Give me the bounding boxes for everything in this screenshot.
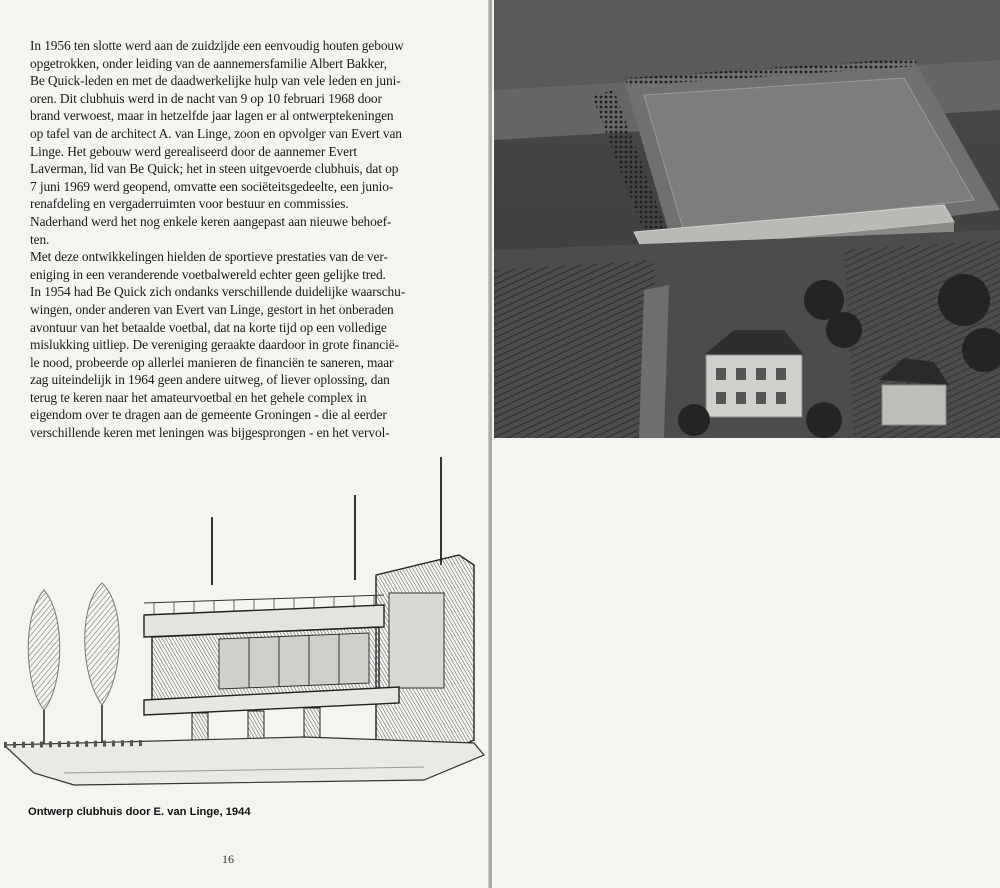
left_page-text-line: terug te keren naar het amateurvoetbal en het gehele complex in — [30, 389, 367, 405]
left_page-text-line: Laverman, lid van Be Quick; het in steen uitgevoerde clubhuis, dat op — [30, 161, 399, 177]
left_page-text-line: In 1956 ten slotte werd aan de zuidzijde een eenvoudig houten gebouw — [30, 38, 404, 53]
clubhouse-sketch-illustration — [4, 455, 486, 795]
left_page-text-line: op tafel van de architect A. van Linge, zoon en opvolger van Evert van — [30, 125, 402, 141]
left_page-text-line: 7 juni 1969 werd geopend, omvatte een sociëteitsgedeelte, een junio- — [30, 178, 394, 194]
left_page-text-line: verschillende keren met leningen was bijgesprongen - en het vervol- — [30, 425, 390, 441]
left_page-text-line: eniging in een veranderende voetbalwereld echter geen gelijke tred. — [30, 266, 386, 282]
left_page-text-line: wingen, onder anderen van Evert van Linge, gestort in het onberaden — [30, 301, 394, 317]
left_page-text-line: opgetrokken, onder leiding van de aannemersfamilie Albert Bakker, — [30, 55, 387, 71]
left_page-text-line: Met deze ontwikkelingen hielden de sportieve prestaties van de ver- — [30, 249, 388, 265]
left_page-text-line: avontuur van het betaalde voetbal, dat na korte tijd op een volledige — [30, 319, 387, 335]
left_page-text-line: Be Quick-leden en met de daadwerkelijke hulp van vele leden en juni- — [30, 73, 401, 89]
left_page-text-line: renafdeling en vergaderruimten voor bestuur en commissies. — [30, 196, 349, 212]
left_page-text-line: le nood, probeerde op allerlei manieren de financiën te saneren, maar — [30, 354, 394, 370]
left_page-text-line: eigendom over te dragen aan de gemeente Groningen - die al eerder — [30, 407, 387, 423]
left_page-text-line: In 1954 had Be Quick zich ondanks verschillende duidelijke waarschu- — [30, 284, 406, 300]
left-page-body-text — [30, 37, 460, 442]
illustration-caption: Ontwerp clubhuis door E. van Linge, 1944 — [28, 806, 251, 818]
page-number-left: 16 — [222, 852, 234, 866]
left_page-text-line: Linge. Het gebouw werd gerealiseerd door de aannemer Evert — [30, 143, 357, 159]
left_page-text-line: Naderhand werd het nog enkele keren aangepast aan nieuwe behoef- — [30, 213, 392, 229]
aerial-stadium-photo — [494, 0, 1000, 438]
left_page-text-line: zag uiteindelijk in 1964 geen andere uitweg, of liever oplossing, dan — [30, 372, 390, 388]
left_page-text-line: oren. Dit clubhuis werd in de nacht van 9 op 10 februari 1968 door — [30, 90, 382, 106]
left-page — [0, 0, 490, 888]
left_page-text-line: brand verwoest, maar in hetzelfde jaar lagen er al ontwerptekeningen — [30, 108, 394, 124]
left_page-text-line: mislukking uitliep. De vereniging geraakte daardoor in grote financië- — [30, 337, 399, 353]
left_page-text-line: ten. — [30, 231, 50, 247]
